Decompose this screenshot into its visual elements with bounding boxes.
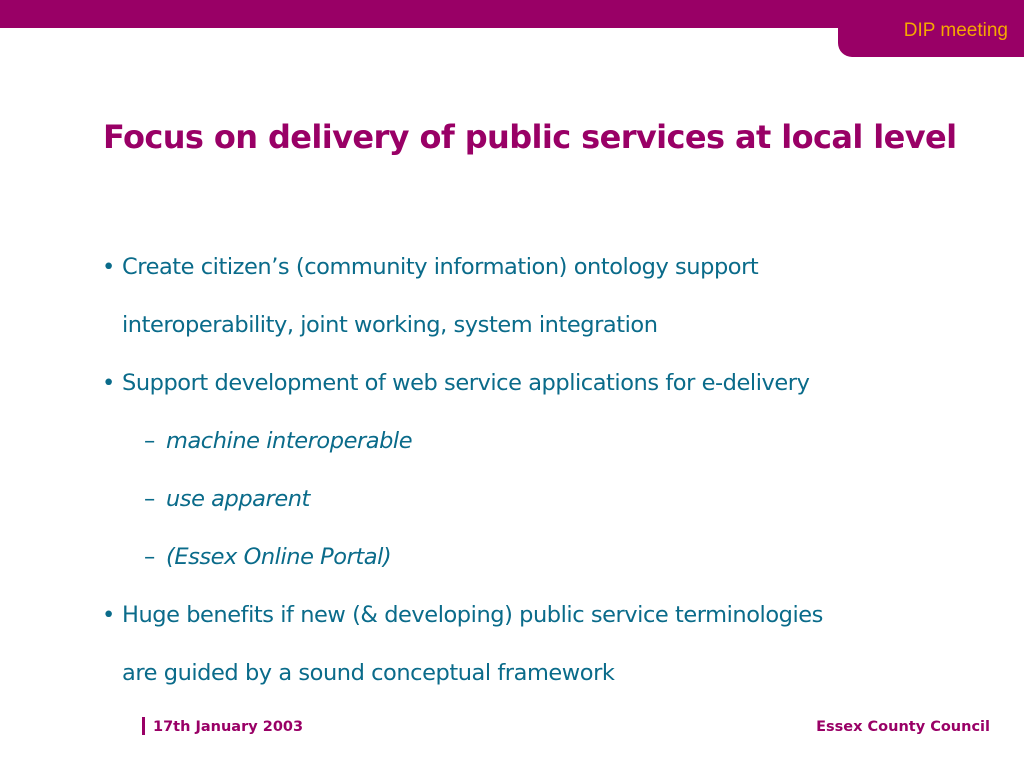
footer-organization: Essex County Council xyxy=(816,719,990,735)
sub-bullet-item xyxy=(102,412,1002,470)
slide-title: Focus on delivery of public services at local level xyxy=(103,118,957,156)
bullet-list xyxy=(102,238,1002,702)
sub-bullet-marker: – xyxy=(144,428,155,454)
bullet-text: Huge benefits if new (& developing) public service terminologies xyxy=(122,602,823,628)
bullet-continuation xyxy=(102,644,1002,702)
bullet-marker: • xyxy=(102,602,115,628)
bullet-text: interoperability, joint working, system integration xyxy=(122,312,658,338)
footer-separator xyxy=(142,717,145,735)
sub-bullet-text: (Essex Online Portal) xyxy=(166,544,392,570)
bullet-text: Create citizen’s (community information) ontology support xyxy=(122,254,759,280)
bullet-text: Support development of web service applications for e-delivery xyxy=(122,370,810,396)
sub-bullet-item xyxy=(102,470,1002,528)
bullet-item xyxy=(102,238,1002,296)
sub-bullet-item xyxy=(102,528,1002,586)
sub-bullet-marker: – xyxy=(144,544,155,570)
footer-date: 17th January 2003 xyxy=(153,719,304,735)
header-tag: DIP meeting xyxy=(903,20,1008,41)
bullet-item xyxy=(102,354,1002,412)
bullet-item xyxy=(102,586,1002,644)
sub-bullet-marker: – xyxy=(144,486,155,512)
bullet-marker: • xyxy=(102,254,115,280)
bullet-text: are guided by a sound conceptual framework xyxy=(122,660,615,686)
sub-bullet-text: use apparent xyxy=(166,486,310,512)
bullet-marker: • xyxy=(102,370,115,396)
bullet-continuation xyxy=(102,296,1002,354)
sub-bullet-text: machine interoperable xyxy=(166,428,413,454)
